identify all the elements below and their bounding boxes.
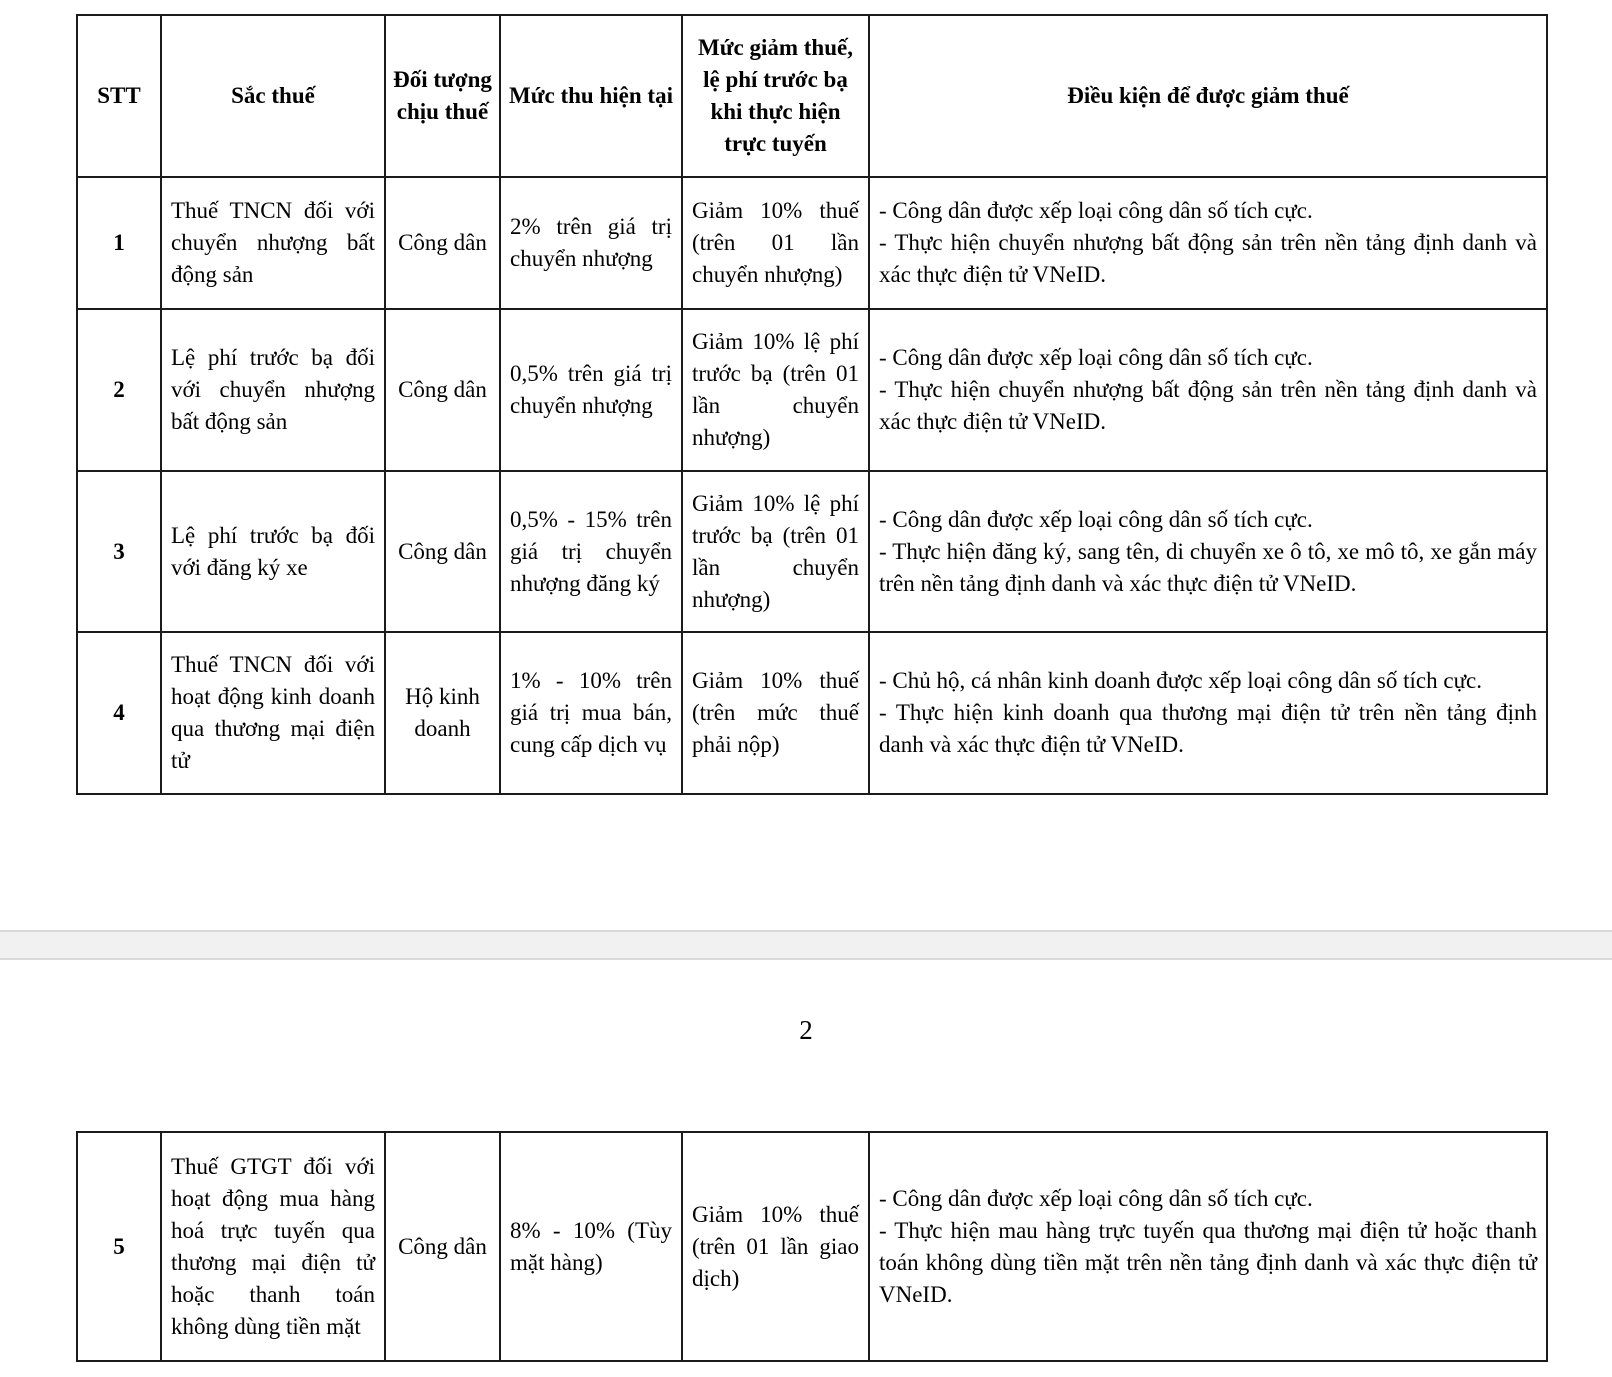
- tax-name-cell: Thuế TNCN đối với chuyển nhượng bất động sản: [161, 177, 385, 309]
- page-separator: [0, 930, 1612, 960]
- taxpayer-cell: Công dân: [385, 177, 500, 309]
- stt-cell: 5: [77, 1132, 161, 1361]
- conditions-cell: [869, 471, 1547, 632]
- table-row: [77, 471, 1547, 632]
- current-rate-cell: 0,5% - 15% trên giá trị chuyển nhượng đăng ký: [500, 471, 682, 632]
- col-header-conditions: Điều kiện để được giảm thuế: [869, 15, 1547, 177]
- condition-item: - Công dân được xếp loại công dân số tích cực.: [879, 506, 1313, 532]
- condition-item: - Công dân được xếp loại công dân số tích cực.: [879, 345, 1313, 370]
- tax-name-cell: Lệ phí trước bạ đối với đăng ký xe: [161, 471, 385, 632]
- table-row: [77, 177, 1547, 309]
- condition-item: - Chủ hộ, cá nhân kinh doanh được xếp loại công dân số tích cực.: [879, 668, 1482, 693]
- taxpayer-cell: Công dân: [385, 471, 500, 632]
- page-number: 2: [799, 1015, 813, 1045]
- stt-cell: 1: [77, 177, 161, 309]
- taxpayer-cell: Công dân: [385, 1132, 500, 1361]
- col-header-stt: STT: [77, 15, 161, 177]
- taxpayer-cell: Công dân: [385, 309, 500, 471]
- tax-name-cell: Thuế TNCN đối với hoạt động kinh doanh qua thương mại điện tử: [161, 632, 385, 794]
- stt-cell: 3: [77, 471, 161, 632]
- online-reduction-cell: Giảm 10% lệ phí trước bạ (trên 01 lần chuyển nhượng): [682, 309, 869, 471]
- tax-reduction-table-page1: [76, 14, 1548, 795]
- col-header-tax-name: Sắc thuế: [161, 15, 385, 177]
- condition-item: - Thực hiện mau hàng trực tuyến qua thương mại điện tử hoặc thanh toán không dùng tiền mặt trên nền tảng định danh và xác thực điện tử VNeID.: [879, 1217, 1537, 1307]
- tax-reduction-table-page2: [76, 1131, 1548, 1362]
- table-header-row: [77, 15, 1547, 177]
- condition-item: - Thực hiện chuyển nhượng bất động sản trên nền tảng định danh và xác thực điện tử VNeID.: [879, 230, 1537, 287]
- conditions-cell: [869, 177, 1547, 309]
- conditions-cell: [869, 309, 1547, 471]
- table-row: [77, 309, 1547, 471]
- stt-cell: 4: [77, 632, 161, 794]
- conditions-cell: [869, 1132, 1547, 1361]
- online-reduction-cell: Giảm 10% thuế (trên mức thuế phải nộp): [682, 632, 869, 794]
- col-header-taxpayer: Đối tượng chịu thuế: [385, 15, 500, 177]
- current-rate-cell: 0,5% trên giá trị chuyển nhượng: [500, 309, 682, 471]
- stt-cell: 2: [77, 309, 161, 471]
- current-rate-cell: 1% - 10% trên giá trị mua bán, cung cấp dịch vụ: [500, 632, 682, 794]
- col-header-current-rate: Mức thu hiện tại: [500, 15, 682, 177]
- condition-item: - Công dân được xếp loại công dân số tích cực.: [879, 1185, 1313, 1211]
- condition-item: - Thực hiện đăng ký, sang tên, di chuyển xe ô tô, xe mô tô, xe gắn máy trên nền tảng định danh và xác thực điện tử VNeID.: [879, 538, 1537, 596]
- condition-item: - Thực hiện kinh doanh qua thương mại điện tử trên nền tảng định danh và xác thực điện tử VNeID.: [879, 700, 1537, 757]
- tax-name-cell: Lệ phí trước bạ đối với chuyển nhượng bất động sản: [161, 309, 385, 471]
- table-row: [77, 632, 1547, 794]
- table-row: [77, 1132, 1547, 1361]
- taxpayer-cell: Hộ kinh doanh: [385, 632, 500, 794]
- current-rate-cell: 8% - 10% (Tùy mặt hàng): [500, 1132, 682, 1361]
- online-reduction-cell: Giảm 10% lệ phí trước bạ (trên 01 lần chuyển nhượng): [682, 471, 869, 632]
- condition-item: - Thực hiện chuyển nhượng bất động sản trên nền tảng định danh và xác thực điện tử VNeID.: [879, 377, 1537, 434]
- col-header-online-reduction: Mức giảm thuế, lệ phí trước bạ khi thực hiện trực tuyến: [682, 15, 869, 177]
- conditions-cell: [869, 632, 1547, 794]
- current-rate-cell: 2% trên giá trị chuyển nhượng: [500, 177, 682, 309]
- online-reduction-cell: Giảm 10% thuế (trên 01 lần chuyển nhượng): [682, 177, 869, 309]
- condition-item: - Công dân được xếp loại công dân số tích cực.: [879, 198, 1313, 223]
- online-reduction-cell: Giảm 10% thuế (trên 01 lần giao dịch): [682, 1132, 869, 1361]
- tax-name-cell: Thuế GTGT đối với hoạt động mua hàng hoá trực tuyến qua thương mại điện tử hoặc thanh toán không dùng tiền mặt: [161, 1132, 385, 1361]
